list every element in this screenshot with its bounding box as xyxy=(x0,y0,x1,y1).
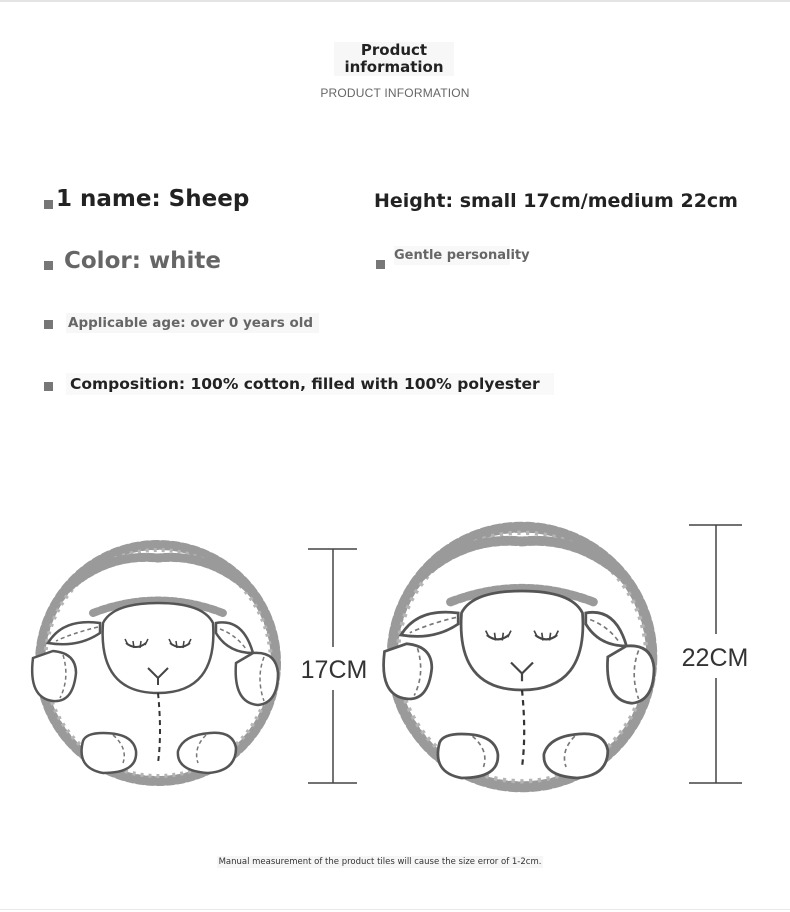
top-divider xyxy=(0,0,790,2)
spec-age: Applicable age: over 0 years old xyxy=(66,313,319,333)
dimension-label-small: 17CM xyxy=(300,656,368,684)
dimension-label-medium: 22CM xyxy=(681,644,749,672)
spec-personality: Gentle personality xyxy=(394,248,530,263)
measurement-note-text: Manual measurement of the product tiles will cause the size error of 1-2cm. xyxy=(218,857,542,867)
sheep-medium-illustration xyxy=(384,527,654,787)
spec-composition: Composition: 100% cotton, filled with 100% polyester xyxy=(66,373,554,395)
spec-color: Color: white xyxy=(64,248,222,274)
bullet-icon xyxy=(44,320,53,329)
size-illustration xyxy=(0,490,790,820)
spec-height: Height: small 17cm/medium 22cm xyxy=(374,190,738,212)
section-title: Product information xyxy=(334,42,454,76)
spec-name: 1 name: Sheep xyxy=(56,186,250,212)
bullet-icon xyxy=(376,260,385,269)
measurement-note xyxy=(160,857,600,867)
sheep-small-illustration xyxy=(32,545,278,781)
bullet-icon xyxy=(44,382,53,391)
bullet-icon xyxy=(44,200,53,209)
bullet-icon xyxy=(44,261,53,270)
section-subtitle: PRODUCT INFORMATION xyxy=(320,86,470,100)
bottom-divider xyxy=(0,909,790,910)
